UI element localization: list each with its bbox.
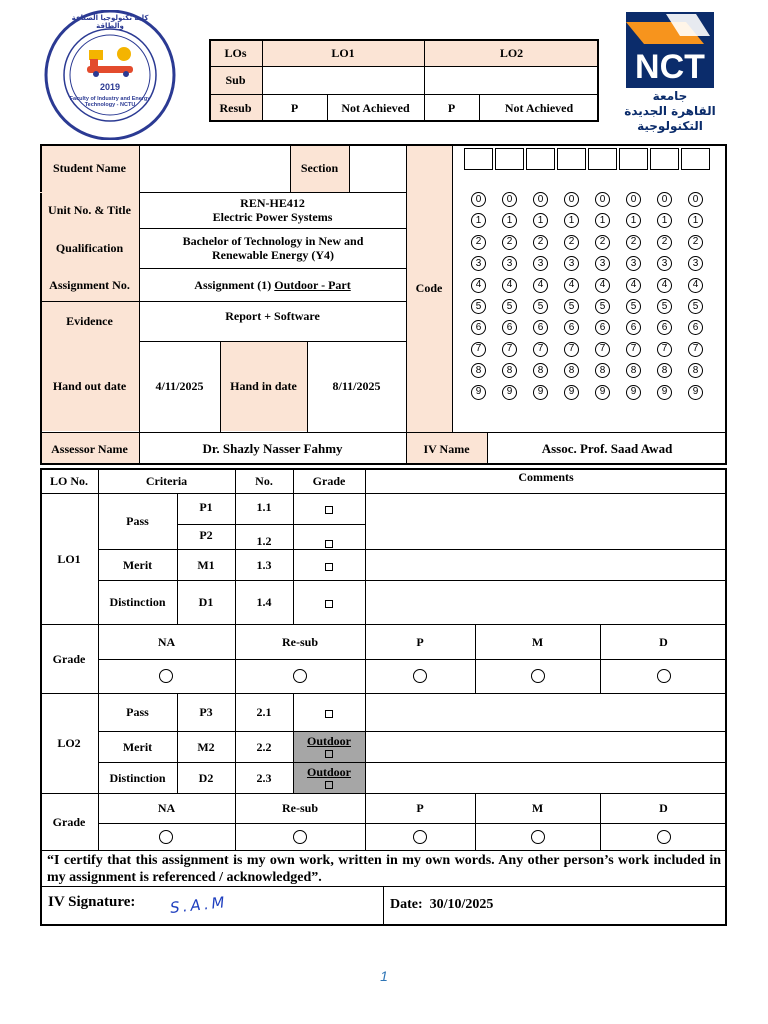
lo1-grade-option-d: D bbox=[659, 634, 668, 649]
code-bubble-5[interactable]: 5 bbox=[533, 299, 548, 314]
lo2-grade-option-m: M bbox=[531, 801, 544, 815]
assessor-value: Dr. Shazly Nasser Fahmy bbox=[202, 440, 343, 456]
code-bubble-8[interactable]: 8 bbox=[688, 363, 703, 378]
code-bubble-3[interactable]: 3 bbox=[502, 256, 517, 271]
lo2-m2-checkbox[interactable] bbox=[325, 750, 333, 758]
student-info-table bbox=[40, 144, 727, 465]
code-bubble-9[interactable]: 9 bbox=[657, 385, 672, 400]
lo2-grade-option-p: P bbox=[416, 801, 424, 815]
code-bubble-7[interactable]: 7 bbox=[657, 342, 672, 357]
faculty-logo bbox=[42, 10, 178, 140]
code-bubble-4[interactable]: 4 bbox=[502, 278, 517, 293]
iv-name-label: IV Name bbox=[406, 432, 487, 465]
code-bubble-9[interactable]: 9 bbox=[626, 385, 641, 400]
code-bubble-3[interactable]: 3 bbox=[595, 256, 610, 271]
section-label: Section bbox=[290, 144, 349, 192]
code-bubble-0[interactable]: 0 bbox=[688, 192, 703, 207]
lo2-grade-radio-na[interactable] bbox=[159, 830, 173, 844]
lo2-grade-radio-d[interactable] bbox=[657, 830, 671, 844]
code-bubble-6[interactable]: 6 bbox=[471, 320, 486, 335]
lo2-d2-note: Outdoor bbox=[306, 765, 351, 779]
lo1-distinction-label: Distinction bbox=[109, 595, 166, 609]
code-digit-box[interactable] bbox=[495, 148, 524, 170]
evidence-label: Evidence bbox=[40, 301, 139, 341]
nct-logo-mark bbox=[626, 12, 714, 88]
header-grade: Grade bbox=[312, 473, 346, 488]
code-bubble-5[interactable]: 5 bbox=[502, 299, 517, 314]
header-lo-no: LO No. bbox=[49, 473, 88, 488]
code-bubble-0[interactable]: 0 bbox=[595, 192, 610, 207]
lo2-p3-number: 2.1 bbox=[256, 705, 272, 719]
code-bubble-1[interactable]: 1 bbox=[502, 213, 517, 228]
lo2-grade-option-na: NA bbox=[157, 801, 176, 815]
code-bubble-1[interactable]: 1 bbox=[688, 213, 703, 228]
lo2-grade-radio-resub[interactable] bbox=[293, 830, 307, 844]
code-digit-box[interactable] bbox=[619, 148, 648, 170]
assignment-part: Outdoor - Part bbox=[274, 277, 351, 292]
code-bubble-3[interactable]: 3 bbox=[626, 256, 641, 271]
qualification-label: Qualification bbox=[40, 228, 139, 268]
lo1-m1-number: 1.3 bbox=[256, 557, 272, 572]
code-bubble-2[interactable]: 2 bbox=[564, 235, 579, 250]
lo1-resub-status: Not Achieved bbox=[341, 101, 410, 115]
code-bubble-1[interactable]: 1 bbox=[564, 213, 579, 228]
code-bubble-9[interactable]: 9 bbox=[502, 385, 517, 400]
assessor-label: Assessor Name bbox=[40, 432, 139, 465]
handin-value: 8/11/2025 bbox=[332, 379, 381, 393]
code-bubble-2[interactable]: 2 bbox=[502, 235, 517, 250]
lo2-p3-checkbox[interactable] bbox=[293, 693, 365, 731]
lo1-d1-code: D1 bbox=[198, 595, 214, 609]
code-bubble-1[interactable]: 1 bbox=[626, 213, 641, 228]
code-bubble-7[interactable]: 7 bbox=[471, 342, 486, 357]
code-bubble-6[interactable]: 6 bbox=[688, 320, 703, 335]
code-bubble-6[interactable]: 6 bbox=[626, 320, 641, 335]
lo2-d2-grade-cell[interactable] bbox=[293, 762, 365, 793]
code-digit-box[interactable] bbox=[650, 148, 679, 170]
code-bubble-1[interactable]: 1 bbox=[595, 213, 610, 228]
lo2-distinction-label: Distinction bbox=[109, 770, 166, 785]
code-bubble-4[interactable]: 4 bbox=[533, 278, 548, 293]
code-bubble-9[interactable]: 9 bbox=[564, 385, 579, 400]
code-bubble-6[interactable]: 6 bbox=[595, 320, 610, 335]
code-bubble-7[interactable]: 7 bbox=[688, 342, 703, 357]
unit-title: Electric Power Systems bbox=[212, 210, 333, 224]
lo1-grade-radio-resub[interactable] bbox=[293, 669, 307, 683]
date-field bbox=[390, 897, 493, 913]
code-bubble-2[interactable]: 2 bbox=[533, 235, 548, 250]
student-name-label: Student Name bbox=[40, 144, 139, 192]
code-bubble-7[interactable]: 7 bbox=[533, 342, 548, 357]
lo1-resub-grade: P bbox=[290, 101, 299, 115]
handout-label: Hand out date bbox=[40, 341, 139, 431]
code-bubble-5[interactable]: 5 bbox=[626, 299, 641, 314]
faculty-logo-year: 2019 bbox=[99, 82, 121, 92]
lo2-d2-number: 2.3 bbox=[256, 770, 272, 785]
code-bubble-0[interactable]: 0 bbox=[564, 192, 579, 207]
handout-value: 4/11/2025 bbox=[155, 379, 204, 393]
code-bubble-3[interactable]: 3 bbox=[533, 256, 548, 271]
nct-logo-abbr: NCT bbox=[635, 48, 705, 86]
lo1-grade-radio-na[interactable] bbox=[159, 669, 173, 683]
iv-signature-label: IV Signature: bbox=[48, 894, 136, 910]
lo2-label: LO2 bbox=[57, 736, 81, 750]
code-bubble-8[interactable]: 8 bbox=[471, 363, 486, 378]
student-name-value[interactable] bbox=[139, 144, 290, 192]
lo1-p2-number: 1.2 bbox=[256, 534, 272, 548]
code-digit-box[interactable] bbox=[526, 148, 555, 170]
lo1-merit-label: Merit bbox=[122, 557, 153, 572]
lo1-p1-number: 1.1 bbox=[256, 500, 272, 514]
code-bubble-7[interactable]: 7 bbox=[626, 342, 641, 357]
code-bubble-1[interactable]: 1 bbox=[471, 213, 486, 228]
code-bubble-1[interactable]: 1 bbox=[657, 213, 672, 228]
code-bubble-4[interactable]: 4 bbox=[471, 278, 486, 293]
lo-summary-table bbox=[209, 39, 599, 122]
lo1-d1-checkbox[interactable] bbox=[293, 580, 365, 624]
assignment-label: Assignment No. bbox=[40, 268, 139, 301]
page-number: 1 bbox=[380, 968, 388, 984]
lo1-grade-radio-p[interactable] bbox=[413, 669, 427, 683]
code-bubble-5[interactable]: 5 bbox=[595, 299, 610, 314]
lo2-resub-grade: P bbox=[447, 101, 456, 115]
date-label: Date: bbox=[390, 897, 423, 912]
lo1-grade-option-m: M bbox=[531, 634, 544, 649]
code-bubble-8[interactable]: 8 bbox=[595, 363, 610, 378]
nct-logo-arabic-1: جامعة bbox=[652, 89, 688, 103]
lo1-grade-option-p: P bbox=[416, 634, 424, 649]
code-bubble-8[interactable]: 8 bbox=[657, 363, 672, 378]
nct-logo-arabic-3: التكنولوجية bbox=[637, 119, 703, 133]
lo-header-lo2: LO2 bbox=[424, 39, 599, 66]
code-bubble-6[interactable]: 6 bbox=[657, 320, 672, 335]
code-digit-box[interactable] bbox=[588, 148, 617, 170]
lo1-p1-code: P1 bbox=[199, 500, 213, 514]
lo2-resub-status: Not Achieved bbox=[504, 101, 574, 115]
lo1-m1-checkbox[interactable] bbox=[293, 549, 365, 580]
header-no: No. bbox=[255, 473, 273, 488]
lo2-grade-option-resub: Re-sub bbox=[281, 801, 318, 815]
code-bubble-4[interactable]: 4 bbox=[688, 278, 703, 293]
lo1-d1-number: 1.4 bbox=[256, 595, 272, 609]
code-bubble-7[interactable]: 7 bbox=[502, 342, 517, 357]
iv-name-value: Assoc. Prof. Saad Awad bbox=[541, 440, 673, 456]
code-bubble-7[interactable]: 7 bbox=[595, 342, 610, 357]
code-bubble-2[interactable]: 2 bbox=[657, 235, 672, 250]
unit-label: Unit No. & Title bbox=[40, 192, 139, 228]
nct-logo-arabic-2: القاهرة الجديدة bbox=[624, 104, 716, 118]
lo-row-resub: Resub bbox=[209, 94, 262, 122]
header-criteria: Criteria bbox=[145, 473, 188, 488]
code-bubble-9[interactable]: 9 bbox=[688, 385, 703, 400]
section-value[interactable] bbox=[349, 144, 406, 192]
header-comments: Comments bbox=[518, 470, 574, 484]
lo2-d2-checkbox[interactable] bbox=[325, 781, 333, 789]
code-bubble-0[interactable]: 0 bbox=[657, 192, 672, 207]
code-bubble-5[interactable]: 5 bbox=[657, 299, 672, 314]
lo-header-lo1: LO1 bbox=[262, 39, 424, 66]
lo2-pass-label: Pass bbox=[126, 705, 149, 719]
lo-header-los: LOs bbox=[209, 39, 262, 66]
code-bubble-8[interactable]: 8 bbox=[533, 363, 548, 378]
code-digit-box[interactable] bbox=[464, 148, 493, 170]
code-bubble-4[interactable]: 4 bbox=[657, 278, 672, 293]
code-bubble-9[interactable]: 9 bbox=[595, 385, 610, 400]
lo2-grade-label: Grade bbox=[52, 814, 86, 829]
code-bubble-8[interactable]: 8 bbox=[502, 363, 517, 378]
code-bubble-0[interactable]: 0 bbox=[502, 192, 517, 207]
code-bubble-5[interactable]: 5 bbox=[471, 299, 486, 314]
lo1-p1-checkbox[interactable] bbox=[293, 493, 365, 521]
code-bubble-2[interactable]: 2 bbox=[471, 235, 486, 250]
faculty-logo-name-en: Faculty of Industry and Energy Technology - NCTU bbox=[69, 96, 151, 108]
code-bubble-9[interactable]: 9 bbox=[471, 385, 486, 400]
code-bubble-1[interactable]: 1 bbox=[533, 213, 548, 228]
code-bubble-4[interactable]: 4 bbox=[595, 278, 610, 293]
lo1-grade-radio-m[interactable] bbox=[531, 669, 545, 683]
code-digit-box[interactable] bbox=[681, 148, 710, 170]
code-bubble-3[interactable]: 3 bbox=[688, 256, 703, 271]
lo2-p3-code: P3 bbox=[199, 705, 213, 719]
lo1-grade-label: Grade bbox=[52, 651, 86, 666]
nct-logo bbox=[620, 12, 720, 136]
code-bubble-3[interactable]: 3 bbox=[471, 256, 486, 271]
unit-value bbox=[139, 192, 406, 228]
code-bubble-8[interactable]: 8 bbox=[626, 363, 641, 378]
code-label: Code bbox=[406, 144, 452, 432]
lo1-m1-code: M1 bbox=[197, 557, 215, 572]
code-bubble-0[interactable]: 0 bbox=[471, 192, 486, 207]
student-code-grid[interactable] bbox=[452, 144, 727, 432]
code-digit-box[interactable] bbox=[557, 148, 586, 170]
certification-statement: “I certify that this assignment is my own work, written in my own words. Any other person’s work included in my assignment is referenced / acknowledged”. bbox=[47, 853, 721, 885]
lo2-m2-note: Outdoor bbox=[306, 734, 351, 748]
assignment-prefix: Assignment (1) bbox=[194, 277, 272, 292]
code-bubble-3[interactable]: 3 bbox=[657, 256, 672, 271]
code-bubble-5[interactable]: 5 bbox=[564, 299, 579, 314]
iv-signature: S.A.M bbox=[169, 893, 229, 917]
lo2-merit-label: Merit bbox=[122, 739, 153, 754]
lo2-d2-code: D2 bbox=[198, 770, 214, 785]
date-value: 30/10/2025 bbox=[429, 897, 494, 912]
code-bubble-2[interactable]: 2 bbox=[626, 235, 641, 250]
handin-label: Hand in date bbox=[220, 341, 307, 431]
code-bubble-6[interactable]: 6 bbox=[533, 320, 548, 335]
lo2-grade-radio-p[interactable] bbox=[413, 830, 427, 844]
unit-code: REN-HE412 bbox=[240, 196, 305, 210]
assignment-value bbox=[139, 268, 406, 301]
code-bubble-6[interactable]: 6 bbox=[502, 320, 517, 335]
code-bubble-5[interactable]: 5 bbox=[688, 299, 703, 314]
faculty-logo-name-ar: كلية تكنولوجيا الصناعة والطاقة bbox=[71, 14, 149, 30]
lo-row-sub: Sub bbox=[209, 66, 262, 94]
lo1-label: LO1 bbox=[57, 551, 81, 566]
code-bubble-4[interactable]: 4 bbox=[564, 278, 579, 293]
lo1-grade-option-resub: Re-sub bbox=[281, 634, 318, 649]
code-bubble-0[interactable]: 0 bbox=[626, 192, 641, 207]
grading-table bbox=[40, 468, 727, 926]
code-bubble-7[interactable]: 7 bbox=[564, 342, 579, 357]
lo2-m2-number: 2.2 bbox=[256, 739, 272, 754]
lo1-pass-label: Pass bbox=[126, 514, 149, 528]
code-bubble-3[interactable]: 3 bbox=[564, 256, 579, 271]
code-bubble-2[interactable]: 2 bbox=[688, 235, 703, 250]
code-bubble-4[interactable]: 4 bbox=[626, 278, 641, 293]
code-bubble-0[interactable]: 0 bbox=[533, 192, 548, 207]
code-bubble-8[interactable]: 8 bbox=[564, 363, 579, 378]
code-bubble-9[interactable]: 9 bbox=[533, 385, 548, 400]
lo2-grade-option-d: D bbox=[659, 801, 668, 815]
lo2-m2-grade-cell[interactable] bbox=[293, 731, 365, 762]
code-bubble-6[interactable]: 6 bbox=[564, 320, 579, 335]
lo1-grade-radio-d[interactable] bbox=[657, 669, 671, 683]
code-bubble-2[interactable]: 2 bbox=[595, 235, 610, 250]
evidence-value: Report + Software bbox=[225, 309, 320, 323]
lo1-grade-option-na: NA bbox=[157, 634, 176, 649]
lo2-m2-code: M2 bbox=[197, 739, 215, 754]
lo2-grade-radio-m[interactable] bbox=[531, 830, 545, 844]
qualification-value: Bachelor of Technology in New and Renewable Energy (Y4) bbox=[182, 234, 364, 262]
lo1-p2-code: P2 bbox=[199, 528, 213, 542]
